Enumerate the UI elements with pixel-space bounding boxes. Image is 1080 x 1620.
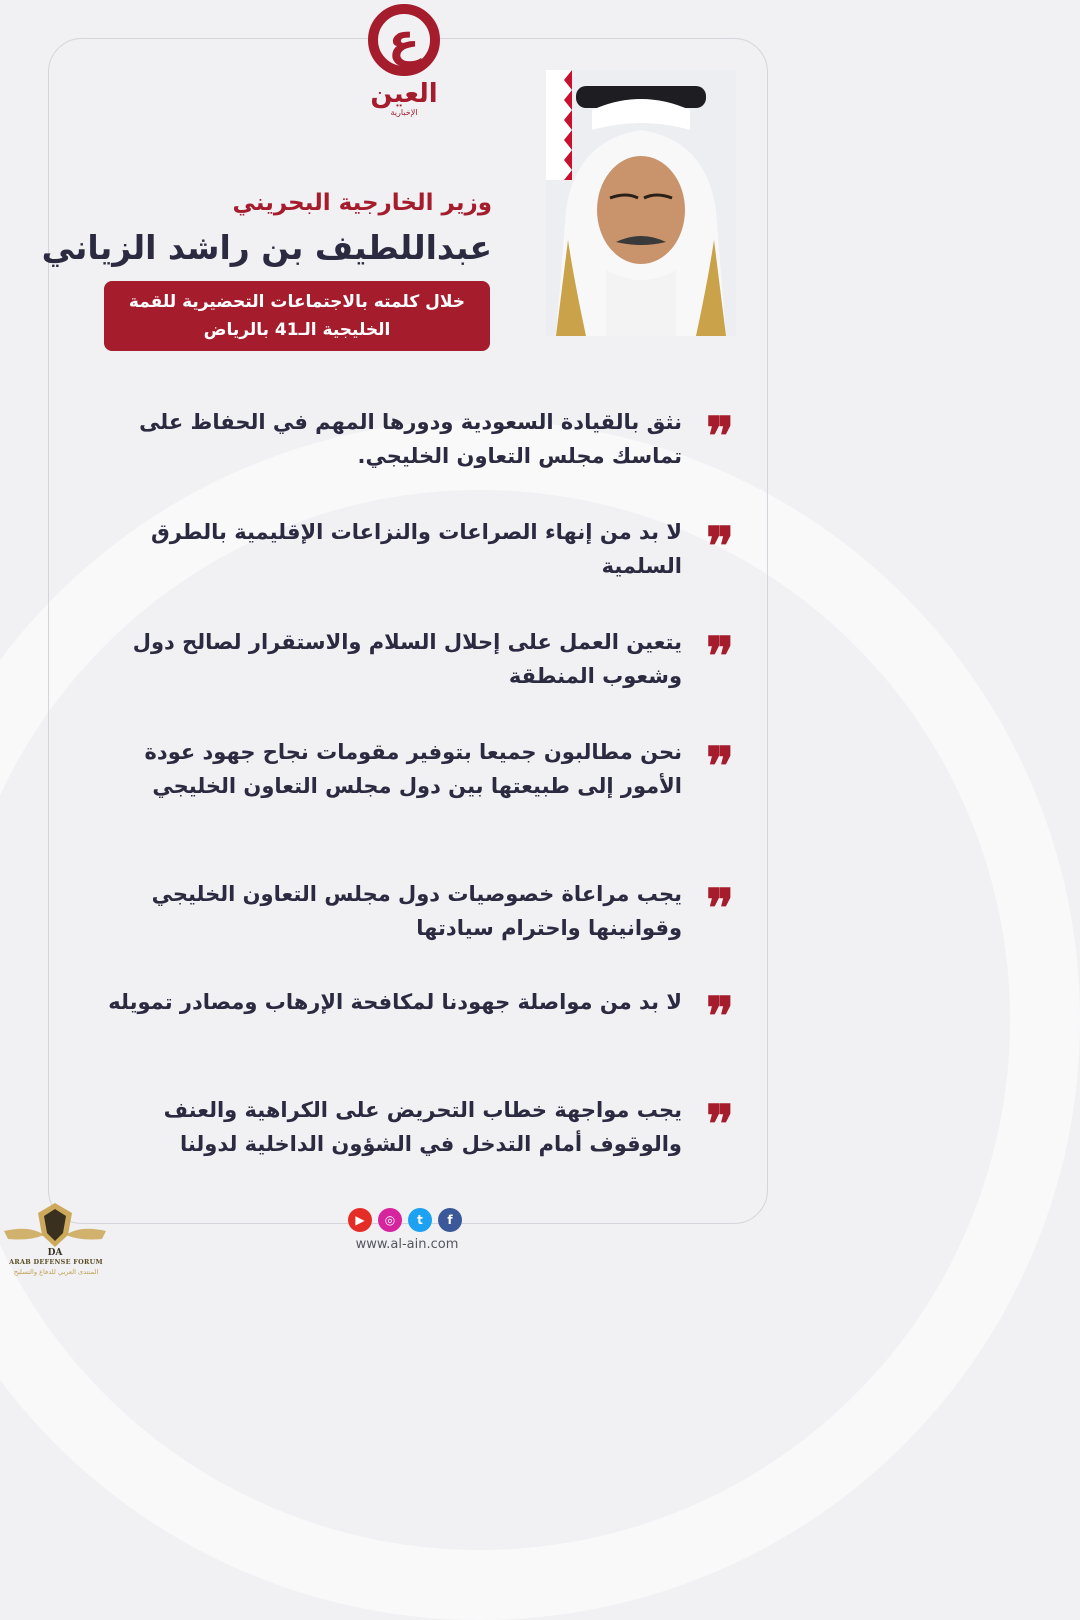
youtube-icon[interactable]: ▶ xyxy=(348,1208,372,1232)
twitter-icon[interactable]: t xyxy=(408,1208,432,1232)
quote-mark-icon: ❞ xyxy=(706,516,734,577)
watermark-title: ARAB DEFENSE FORUM xyxy=(9,1258,103,1266)
facebook-icon[interactable]: f xyxy=(438,1208,462,1232)
quote-mark-icon: ❞ xyxy=(706,626,734,687)
quote-text: يجب مراعاة خصوصيات دول مجلس التعاون الخليجي وقوانينها واحترام سيادتها xyxy=(151,882,682,940)
occasion-banner xyxy=(104,281,490,351)
quote-text: لا بد من مواصلة جهودنا لمكافحة الإرهاب ومصادر تمويله xyxy=(108,990,682,1014)
quote-mark-icon: ❞ xyxy=(706,878,734,939)
website-link[interactable]: www.al-ain.com xyxy=(355,1237,459,1252)
logo-name: العين xyxy=(370,79,438,109)
watermark-subtitle: المنتدى العربي للدفاع والتسليح xyxy=(13,1268,99,1276)
quote-mark-icon: ❞ xyxy=(706,986,734,1047)
logo-subtitle: الإخبارية xyxy=(390,108,418,117)
quote-text: نحن مطالبون جميعا بتوفير مقومات نجاح جهود عودة الأمور إلى طبيعتها بين دول مجلس التعاون الخليجي xyxy=(144,740,682,798)
minister-title: وزير الخارجية البحريني xyxy=(232,190,492,216)
minister-portrait xyxy=(546,70,736,336)
quote-mark-icon: ❞ xyxy=(706,406,734,467)
minister-name: عبداللطيف بن راشد الزياني xyxy=(41,228,492,267)
quote-mark-icon: ❞ xyxy=(706,736,734,797)
occasion-line-2: الخليجية الـ41 بالرياض xyxy=(203,320,391,340)
quote-text: يتعين العمل على إحلال السلام والاستقرار لصالح دول وشعوب المنطقة xyxy=(132,630,682,688)
quote-text: نثق بالقيادة السعودية ودورها المهم في الحفاظ على تماسك مجلس التعاون الخليجي. xyxy=(139,410,682,468)
social-links xyxy=(348,1208,462,1232)
occasion-line-1: خلال كلمته بالاجتماعات التحضيرية للقمة xyxy=(128,292,466,312)
svg-text:DA: DA xyxy=(47,1248,63,1258)
quote-mark-icon: ❞ xyxy=(706,1094,734,1155)
al-ain-logo[interactable] xyxy=(352,4,456,118)
minister-photo xyxy=(546,70,736,336)
quote-text: لا بد من إنهاء الصراعات والنزاعات الإقليمية بالطرق السلمية xyxy=(150,520,682,578)
quote-text: يجب مواجهة خطاب التحريض على الكراهية والعنف والوقوف أمام التدخل في الشؤون الداخلية لدولنا xyxy=(163,1098,682,1156)
instagram-icon[interactable]: ◎ xyxy=(378,1208,402,1232)
logo-emblem: ع xyxy=(368,4,440,76)
